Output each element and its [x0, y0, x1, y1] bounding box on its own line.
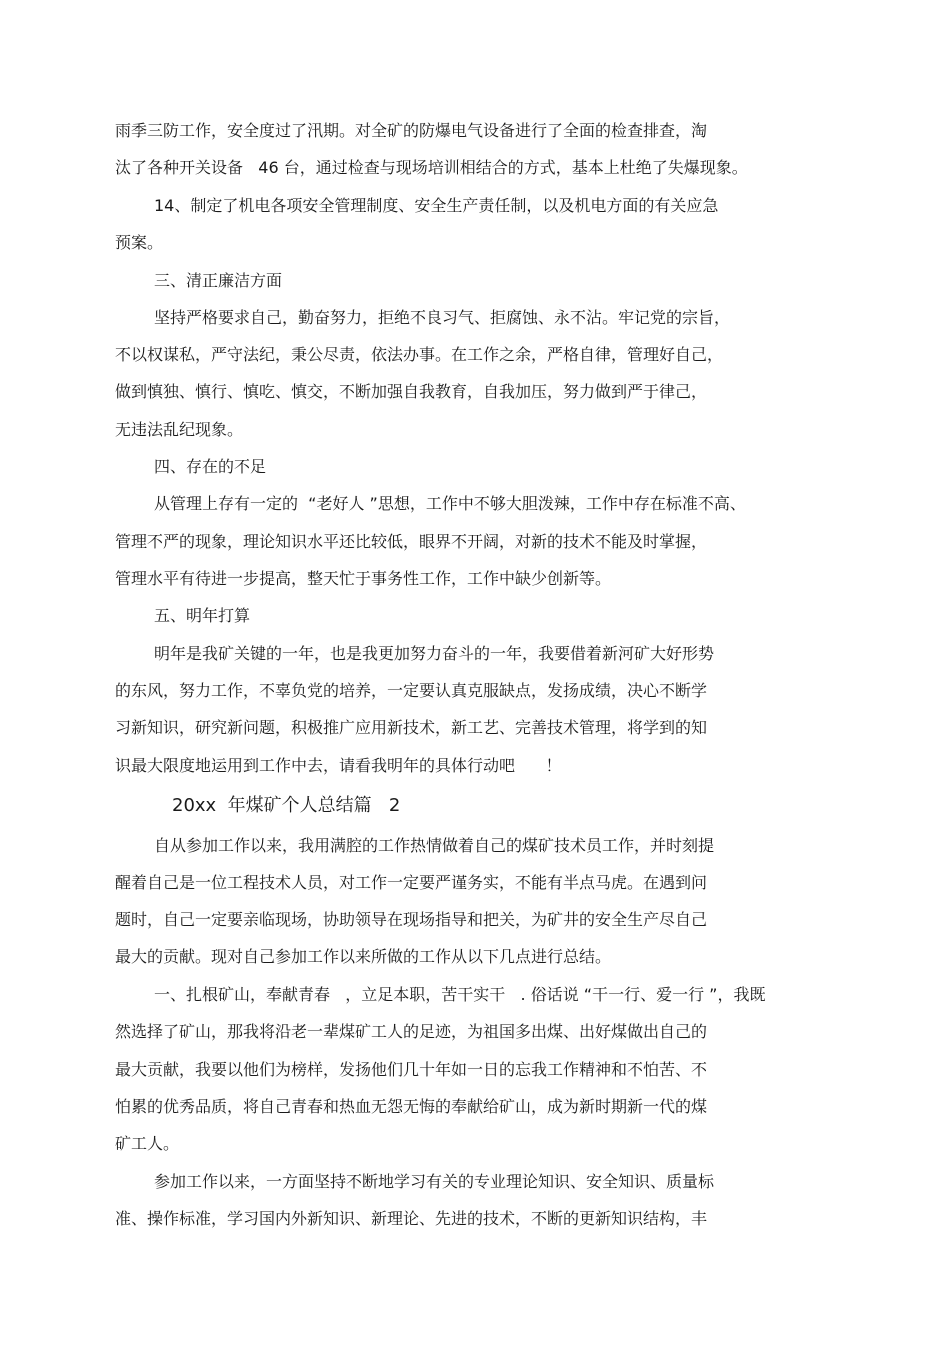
body-line: 管理不严的现象，理论知识水平还比较低，眼界不开阔，对新的技术不能及时掌握，: [115, 532, 708, 551]
body-line: 然选择了矿山，那我将沿老一辈煤矿工人的足迹，为祖国多出煤、出好煤做出自己的: [115, 1022, 708, 1041]
body-line: 醒着自己是一位工程技术人员，对工作一定要严谨务实，不能有半点马虎。在遇到问: [115, 873, 708, 892]
section-heading: 五、明年打算: [154, 606, 251, 625]
body-line: 识最大限度地运用到工作中去，请看我明年的具体行动吧 ！: [115, 756, 562, 775]
body-line: 做到慎独、慎行、慎吃、慎交，不断加强自我教育，自我加压，努力做到严于律己，: [115, 382, 708, 401]
body-line: 的东风，努力工作，不辜负党的培养，一定要认真克服缺点，发扬成绩，决心不断学: [115, 681, 708, 700]
body-line: 题时，自己一定要亲临现场，协助领导在现场指导和把关，为矿井的安全生产尽自己: [115, 910, 708, 929]
body-line: 从管理上存有一定的 “老好人 ”思想，工作中不够大胆泼辣，工作中存在标准不高、: [154, 494, 746, 513]
body-line: 习新知识，研究新问题，积极推广应用新技术，新工艺、完善技术管理，将学到的知: [115, 718, 708, 737]
body-line: 自从参加工作以来，我用满腔的工作热情做着自己的煤矿技术员工作，并时刻提: [154, 836, 715, 855]
body-line: 最大贡献，我要以他们为榜样，发扬他们几十年如一日的忘我工作精神和不怕苦、不: [115, 1060, 708, 1079]
body-line: 14、制定了机电各项安全管理制度、安全生产责任制，以及机电方面的有关应急: [154, 196, 719, 215]
body-line: 预案。: [115, 233, 164, 252]
body-line: 一、扎根矿山，奉献青春 ，立足本职，苦干实干 . 俗话说 “干一行、爱一行 ”，我既: [154, 985, 766, 1004]
body-line: 无违法乱纪现象。: [115, 420, 244, 439]
body-line: 管理水平有待进一步提高，整天忙于事务性工作，工作中缺少创新等。: [115, 569, 612, 588]
section-heading: 四、存在的不足: [154, 457, 267, 476]
body-line: 明年是我矿关键的一年，也是我更加努力奋斗的一年，我要借着新河矿大好形势: [154, 644, 715, 663]
body-line: 不以权谋私，严守法纪，秉公尽责，依法办事。在工作之余，严格自律，管理好自己，: [115, 345, 724, 364]
body-line: 最大的贡献。现对自己参加工作以来所做的工作从以下几点进行总结。: [115, 947, 612, 966]
body-line: 参加工作以来，一方面坚持不断地学习有关的专业理论知识、安全知识、质量标: [154, 1172, 715, 1191]
body-line: 怕累的优秀品质，将自己青春和热血无怨无悔的奉献给矿山，成为新时期新一代的煤: [115, 1097, 708, 1116]
section-heading: 三、清正廉洁方面: [154, 271, 283, 290]
body-line: 雨季三防工作，安全度过了汛期。对全矿的防爆电气设备进行了全面的检查排查，淘: [115, 121, 708, 140]
body-line: 汰了各种开关设备 46 台，通过检查与现场培训相结合的方式，基本上杜绝了失爆现象。: [115, 158, 748, 177]
article-title: 20xx 年煤矿个人总结篇 2: [172, 795, 401, 816]
body-line: 坚持严格要求自己，勤奋努力，拒绝不良习气、拒腐蚀、永不沾。牢记党的宗旨，: [154, 308, 731, 327]
body-line: 准、操作标准，学习国内外新知识、新理论、先进的技术，不断的更新知识结构，丰: [115, 1209, 708, 1228]
body-line: 矿工人。: [115, 1134, 180, 1153]
